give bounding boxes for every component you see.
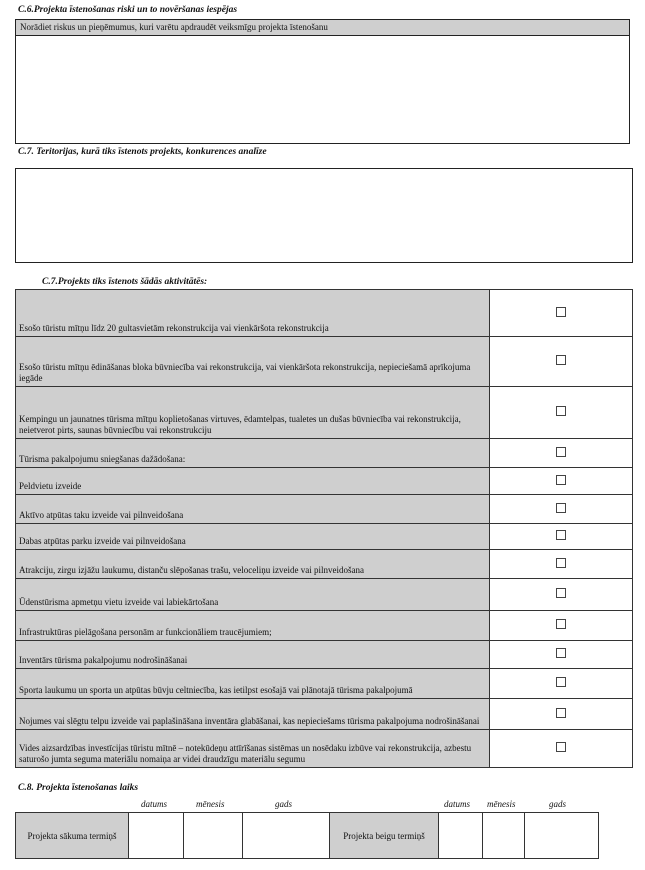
checkbox[interactable] [556, 708, 566, 718]
activity-label: Peldvietu izveide [16, 468, 490, 495]
activity-row [16, 579, 633, 611]
activity-row [16, 669, 633, 699]
activity-label: Vides aizsardzības investīcijas tūristu mītnē – notekūdeņu attīrīšanas sistēmas un nosēdaku izbūve vai rekonstrukcija, azbestu saturošo jumta seguma materiālu nomaiņa ar videi draudzīgu materiālu segumu [16, 730, 490, 768]
end-year-input[interactable] [525, 813, 599, 859]
activity-row [16, 641, 633, 669]
activity-label: Aktīvo atpūtas taku izveide vai pilnveidošana [16, 495, 490, 524]
checkbox[interactable] [556, 619, 566, 629]
activity-checkbox-cell[interactable] [490, 495, 633, 524]
start-month-input[interactable] [184, 813, 243, 859]
activities-table [15, 289, 633, 768]
checkbox[interactable] [556, 530, 566, 540]
risks-answer-field[interactable] [16, 36, 629, 143]
activity-label: Dabas atpūtas parku izveide vai pilnveidošana [16, 524, 490, 550]
start-date-label: Projekta sākuma termiņš [16, 813, 129, 859]
activity-checkbox-cell[interactable] [490, 641, 633, 669]
checkbox[interactable] [556, 742, 566, 752]
section-c7-activities-title: C.7.Projekts tiks īstenots šādās aktivitātēs: [42, 277, 208, 287]
activity-label: Kempingu un jaunatnes tūrisma mītņu koplietošanas virtuves, ēdamtelpas, tualetes un dušas būvniecība vai rekonstrukcija, neietverot pirts, saunas būvniecību vai rekonstrukciju [16, 387, 490, 439]
activity-label: Atrakciju, zirgu izjāžu laukumu, distanču slēpošanas trašu, veloceliņu izveide vai pilnveidošana [16, 550, 490, 579]
activity-checkbox-cell[interactable] [490, 290, 633, 337]
checkbox[interactable] [556, 588, 566, 598]
section-c8-title: C.8. Projekta īstenošanas laiks [18, 783, 139, 793]
activity-checkbox-cell[interactable] [490, 611, 633, 641]
activity-row [16, 730, 633, 768]
checkbox[interactable] [556, 503, 566, 513]
activity-label: Inventārs tūrisma pakalpojumu nodrošināšanai [16, 641, 490, 669]
start-day-header: datums [141, 799, 168, 809]
checkbox[interactable] [556, 677, 566, 687]
risks-prompt: Norādiet riskus un pieņēmumus, kuri varētu apdraudēt veiksmīgu projekta īstenošanu [16, 20, 629, 36]
start-year-input[interactable] [243, 813, 330, 859]
checkbox[interactable] [556, 406, 566, 416]
activity-checkbox-cell[interactable] [490, 730, 633, 768]
activity-row [16, 290, 633, 337]
activity-row [16, 387, 633, 439]
end-month-header: mēnesis [487, 799, 516, 809]
activity-checkbox-cell[interactable] [490, 468, 633, 495]
activity-checkbox-cell[interactable] [490, 387, 633, 439]
activity-label: Esošo tūristu mītņu līdz 20 gultasvietām rekonstrukcija vai vienkāršota rekonstrukcija [16, 290, 490, 337]
activity-label: Tūrisma pakalpojumu sniegšanas dažādošana: [16, 439, 490, 468]
activity-row [16, 699, 633, 730]
activity-row [16, 337, 633, 387]
competition-analysis-field[interactable] [15, 168, 633, 263]
end-day-input[interactable] [439, 813, 483, 859]
activity-checkbox-cell[interactable] [490, 524, 633, 550]
activity-row [16, 468, 633, 495]
checkbox[interactable] [556, 307, 566, 317]
start-month-header: mēnesis [196, 799, 225, 809]
timeline-table [15, 812, 599, 859]
activity-label: Infrastruktūras pielāgošana personām ar funkcionāliem traucējumiem; [16, 611, 490, 641]
activity-row [16, 550, 633, 579]
end-day-header: datums [444, 799, 471, 809]
activity-label: Sporta laukumu un sporta un atpūtas būvju celtniecība, kas ietilpst esošajā vai plānotajā tūrisma pakalpojumā [16, 669, 490, 699]
activity-checkbox-cell[interactable] [490, 550, 633, 579]
activity-row [16, 495, 633, 524]
activity-label: Ūdenstūrisma apmetņu vietu izveide vai labiekārtošana [16, 579, 490, 611]
start-day-input[interactable] [129, 813, 184, 859]
activity-checkbox-cell[interactable] [490, 337, 633, 387]
risks-box [15, 19, 630, 144]
end-date-label: Projekta beigu termiņš [330, 813, 439, 859]
activity-label: Esošo tūristu mītņu ēdināšanas bloka būvniecība vai rekonstrukcija, vai vienkāršota rekonstrukcija, nepieciešamā aprīkojuma iegāde [16, 337, 490, 387]
activity-row [16, 611, 633, 641]
checkbox[interactable] [556, 648, 566, 658]
section-c7-territory-title: C.7. Teritorijas, kurā tiks īstenots projekts, konkurences analīze [18, 147, 267, 157]
end-year-header: gads [549, 799, 567, 809]
activity-checkbox-cell[interactable] [490, 439, 633, 468]
activity-checkbox-cell[interactable] [490, 579, 633, 611]
activity-checkbox-cell[interactable] [490, 669, 633, 699]
checkbox[interactable] [556, 355, 566, 365]
checkbox[interactable] [556, 475, 566, 485]
checkbox[interactable] [556, 558, 566, 568]
activity-row [16, 524, 633, 550]
activity-label: Nojumes vai slēgtu telpu izveide vai paplašināšana inventāra glabāšanai, kas nepieciešams tūrisma pakalpojuma nodrošināšanai [16, 699, 490, 730]
end-month-input[interactable] [483, 813, 525, 859]
activity-row [16, 439, 633, 468]
activity-checkbox-cell[interactable] [490, 699, 633, 730]
start-year-header: gads [275, 799, 293, 809]
section-c6-title: C.6.Projekta īstenošanas riski un to novēršanas iespējas [18, 5, 238, 15]
checkbox[interactable] [556, 447, 566, 457]
